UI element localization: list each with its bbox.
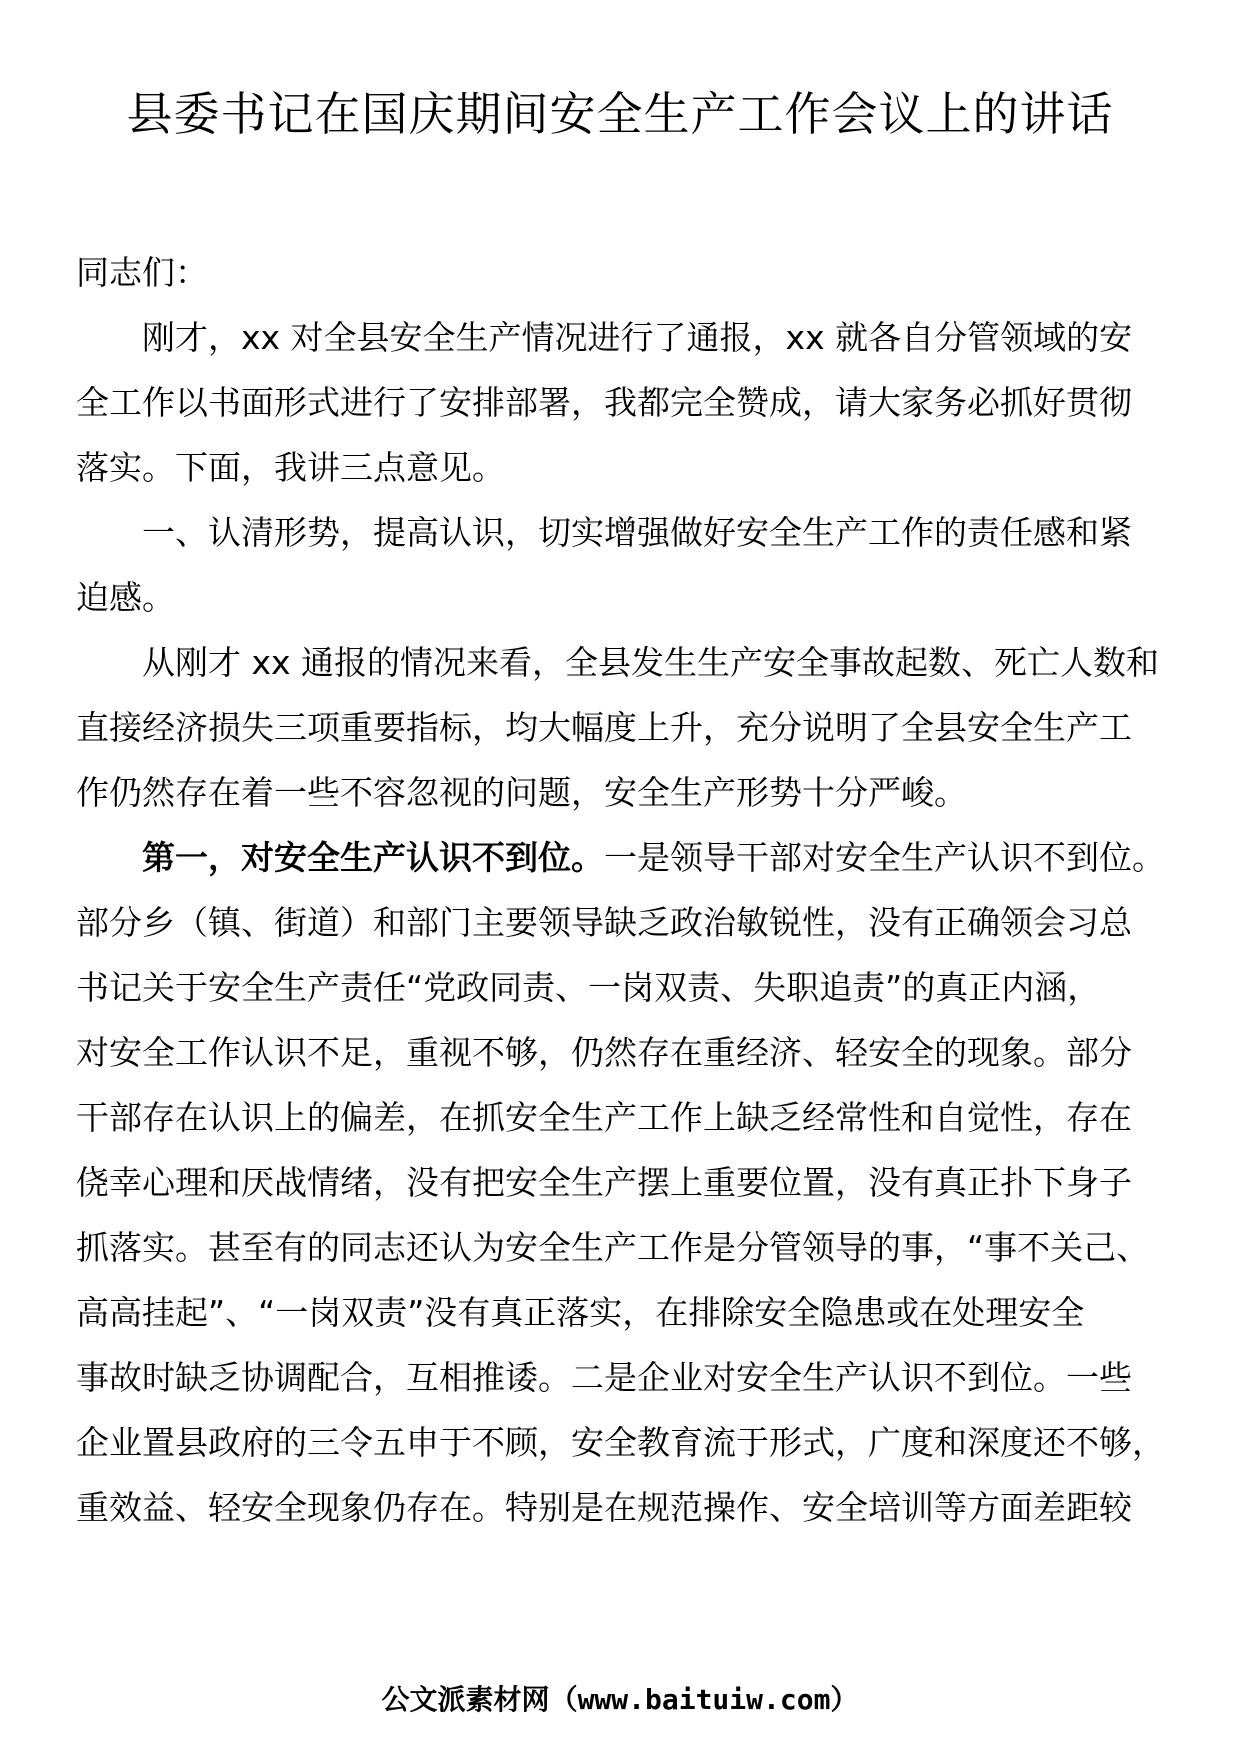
paragraph-line: 抓落实。甚至有的同志还认为安全生产工作是分管领导的事，“事不关己、 xyxy=(76,1228,1150,1267)
section-heading-line: 一、认清形势，提高认识，切实增强做好安全生产工作的责任感和紧 xyxy=(142,513,1132,552)
paragraph-text: 一是领导干部对安全生产认识不到位。 xyxy=(604,838,1165,877)
paragraph-line xyxy=(76,825,1186,890)
paragraph-line: 从刚才 xx 通报的情况来看，全县发生生产安全事故起数、死亡人数和 xyxy=(142,643,1160,682)
paragraph-line: 书记关于安全生产责任“党政同责、一岗双责、失职追责”的真正内涵， xyxy=(76,968,1101,1007)
paragraph-line: 全工作以书面形式进行了安排部署，我都完全赞成，请大家务必抓好贯彻 xyxy=(76,383,1132,422)
paragraph-line: 企业置县政府的三令五申于不顾，安全教育流于形式，广度和深度还不够， xyxy=(76,1423,1165,1462)
page-footer xyxy=(0,1680,1240,1720)
paragraph-line: 落实。下面，我讲三点意见。 xyxy=(76,448,505,487)
bold-lead-text: 第一，对安全生产认识不到位。 xyxy=(142,838,604,877)
paragraph-line: 侥幸心理和厌战情绪，没有把安全生产摆上重要位置，没有真正扑下身子 xyxy=(76,1163,1132,1202)
paragraph-line: 高高挂起”、“一岗双责”没有真正落实，在排除安全隐患或在处理安全 xyxy=(76,1293,1085,1332)
paragraph-line: 事故时缺乏协调配合，互相推诿。二是企业对安全生产认识不到位。一些 xyxy=(76,1358,1132,1397)
paragraph-line: 刚才，xx 对全县安全生产情况进行了通报，xx 就各自分管领域的安 xyxy=(142,318,1133,357)
paragraph-line: 直接经济损失三项重要指标，均大幅度上升，充分说明了全县安全生产工 xyxy=(76,708,1132,747)
paragraph-line: 作仍然存在着一些不容忽视的问题，安全生产形势十分严峻。 xyxy=(76,773,967,812)
paragraph-line: 部分乡（镇、街道）和部门主要领导缺乏政治敏锐性，没有正确领会习总 xyxy=(76,903,1132,942)
document-body xyxy=(76,240,1186,1540)
document-title: 县委书记在国庆期间安全生产工作会议上的讲话 xyxy=(126,87,1114,141)
section-heading-line: 迫感。 xyxy=(76,578,175,617)
footer-site-name: 公文派素材网 xyxy=(381,1683,550,1716)
paragraph-line: 干部存在认识上的偏差，在抓安全生产工作上缺乏经常性和自觉性，存在 xyxy=(76,1098,1132,1137)
paragraph-line: 对安全工作认识不足，重视不够，仍然存在重经济、轻安全的现象。部分 xyxy=(76,1033,1132,1072)
footer-url: （www.baituiw.com） xyxy=(549,1683,859,1716)
greeting: 同志们： xyxy=(76,253,208,292)
paragraph-line: 重效益、轻安全现象仍存在。特别是在规范操作、安全培训等方面差距较 xyxy=(76,1488,1132,1527)
